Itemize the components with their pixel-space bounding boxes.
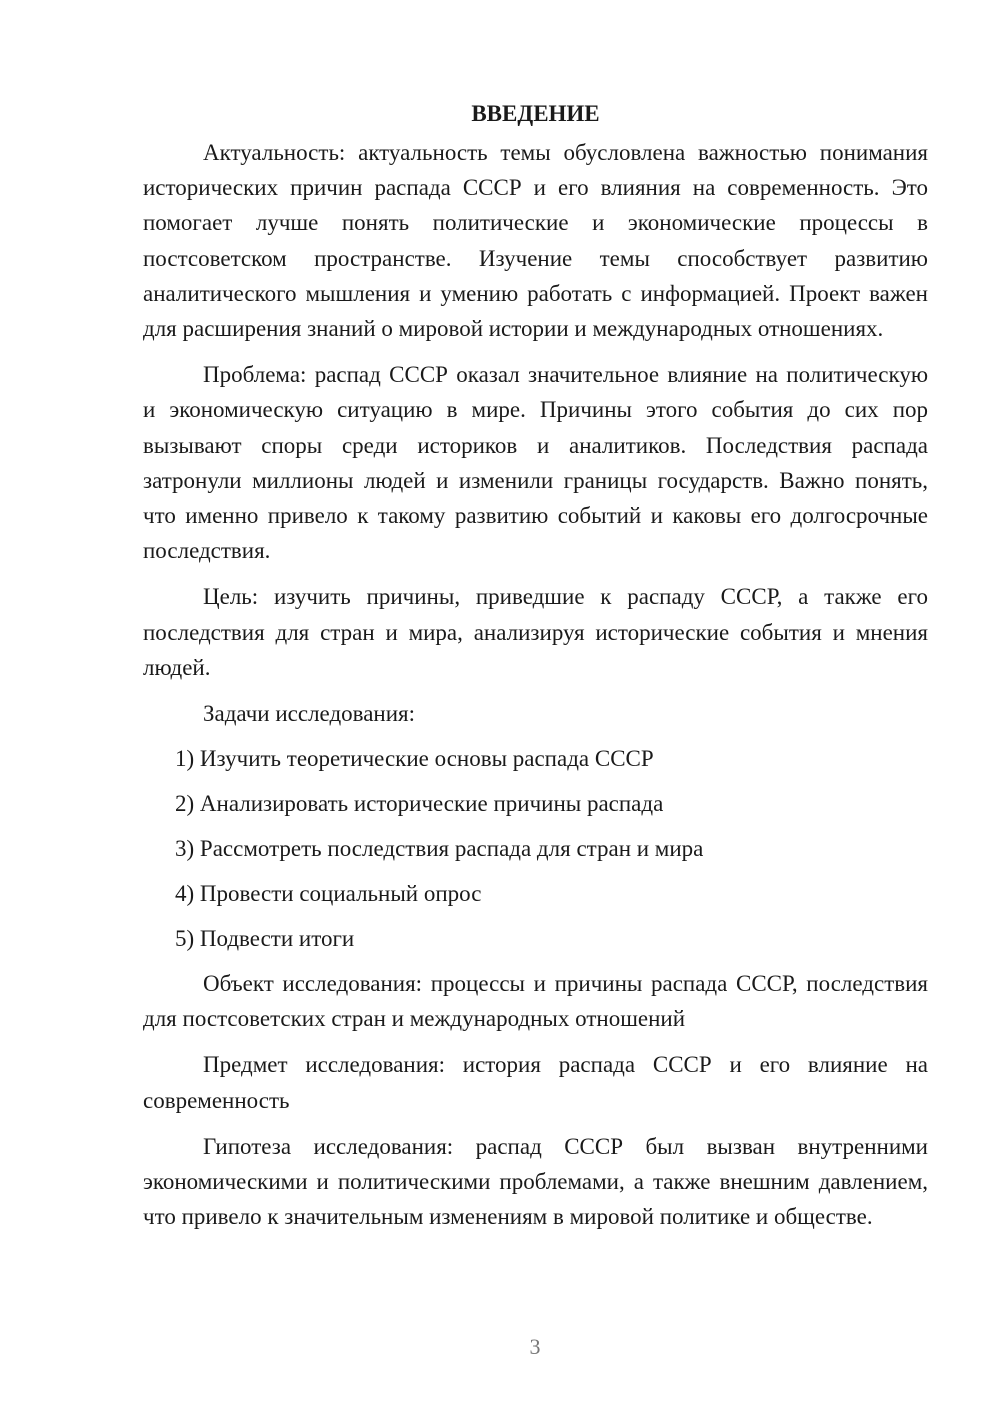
task-item-3: 3) Рассмотреть последствия распада для стран и мира: [175, 836, 704, 862]
page-content: [143, 96, 928, 1245]
relevance-paragraph: Актуальность: актуальность темы обусловлена важностью понимания исторических причин распада СССР и его влияния на современность. Это помогает лучше понять политические и экономические процессы в постсоветском пространстве. Изучение темы способствует развитию аналитического мышления и умению работать с информацией. Проект важен для расширения знаний о мировой истории и международных отношениях.: [143, 140, 928, 342]
tasks-heading: Задачи исследования:: [203, 701, 416, 727]
page-number: 3: [529, 1334, 541, 1359]
task-item-4: 4) Провести социальный опрос: [175, 881, 482, 907]
object-paragraph: Объект исследования: процессы и причины распада СССР, последствия для постсоветских стран и международных отношений: [143, 971, 928, 1032]
goal-paragraph: Цель: изучить причины, приведшие к распаду СССР, а также его последствия для стран и мира, анализируя исторические события и мнения людей.: [143, 584, 928, 680]
hypothesis-paragraph: Гипотеза исследования: распад СССР был вызван внутренними экономическими и политическими проблемами, а также внешним давлением, что привело к значительным изменениям в мировой политике и обществе.: [143, 1133, 928, 1230]
subject-paragraph: Предмет исследования: история распада СССР и его влияние на современность: [143, 1052, 928, 1113]
page-title: ВВЕДЕНИЕ: [471, 101, 600, 126]
task-item-2: 2) Анализировать исторические причины распада: [175, 791, 664, 817]
task-item-5: 5) Подвести итоги: [175, 926, 355, 952]
task-list: [143, 741, 928, 956]
task-item-1: 1) Изучить теоретические основы распада СССР: [175, 746, 654, 772]
problem-paragraph: Проблема: распад СССР оказал значительное влияние на политическую и экономическую ситуацию в мире. Причины этого события до сих пор вызывают споры среди историков и аналитиков. Последствия распада затронули миллионы людей и изменили границы государств. Важно понять, что именно привело к такому развитию событий и каковы его долгосрочные последствия.: [143, 362, 928, 564]
